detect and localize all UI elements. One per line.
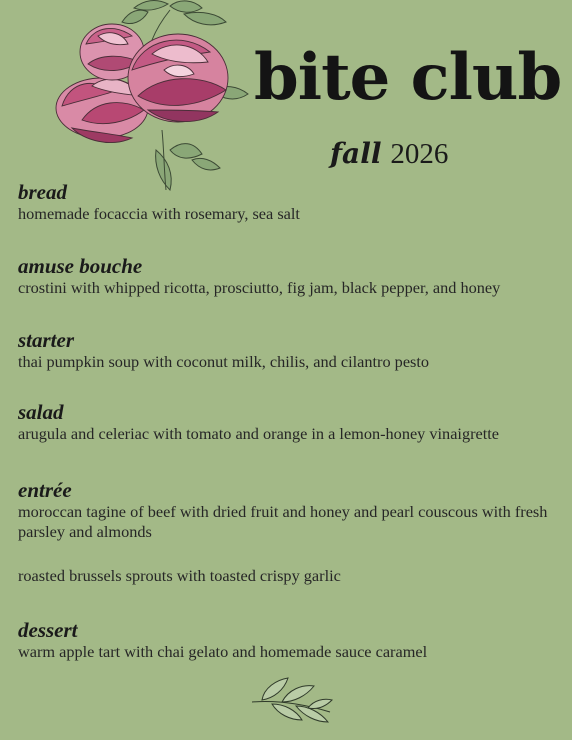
dish-item: thai pumpkin soup with coconut milk, chilis, and cilantro pesto [18,352,430,371]
course-salad [18,400,566,444]
course-name: dessert [18,618,78,642]
dish-item: moroccan tagine of beef with dried fruit and honey and pearl couscous with fresh parsley and almonds [18,502,548,541]
course-starter [18,328,566,372]
course-dessert [18,618,566,662]
dish-item: homemade focaccia with rosemary, sea salt [18,204,300,223]
year-label: 2026 [390,138,449,170]
dish-item: crostini with whipped ricotta, prosciutto, fig jam, black pepper, and honey [18,278,501,297]
page-subtitle [330,137,449,170]
course-name: salad [18,400,64,424]
course-amuse-bouche [18,254,566,298]
page-title: bite club [254,40,562,115]
dish-item: arugula and celeriac with tomato and orange in a lemon-honey vinaigrette [18,424,500,443]
dish-item: warm apple tart with chai gelato and homemade sauce caramel [18,642,428,661]
leaf-sprig-icon [248,674,334,726]
course-name: bread [18,180,67,204]
dish-item: roasted brussels sprouts with toasted crispy garlic [18,566,341,585]
season-label: fall [330,137,382,170]
course-name: starter [18,328,75,352]
peony-flowers-illustration [52,0,252,192]
course-bread [18,180,566,224]
course-name: amuse bouche [18,254,143,278]
course-entree [18,478,566,586]
course-name: entrée [18,478,72,502]
